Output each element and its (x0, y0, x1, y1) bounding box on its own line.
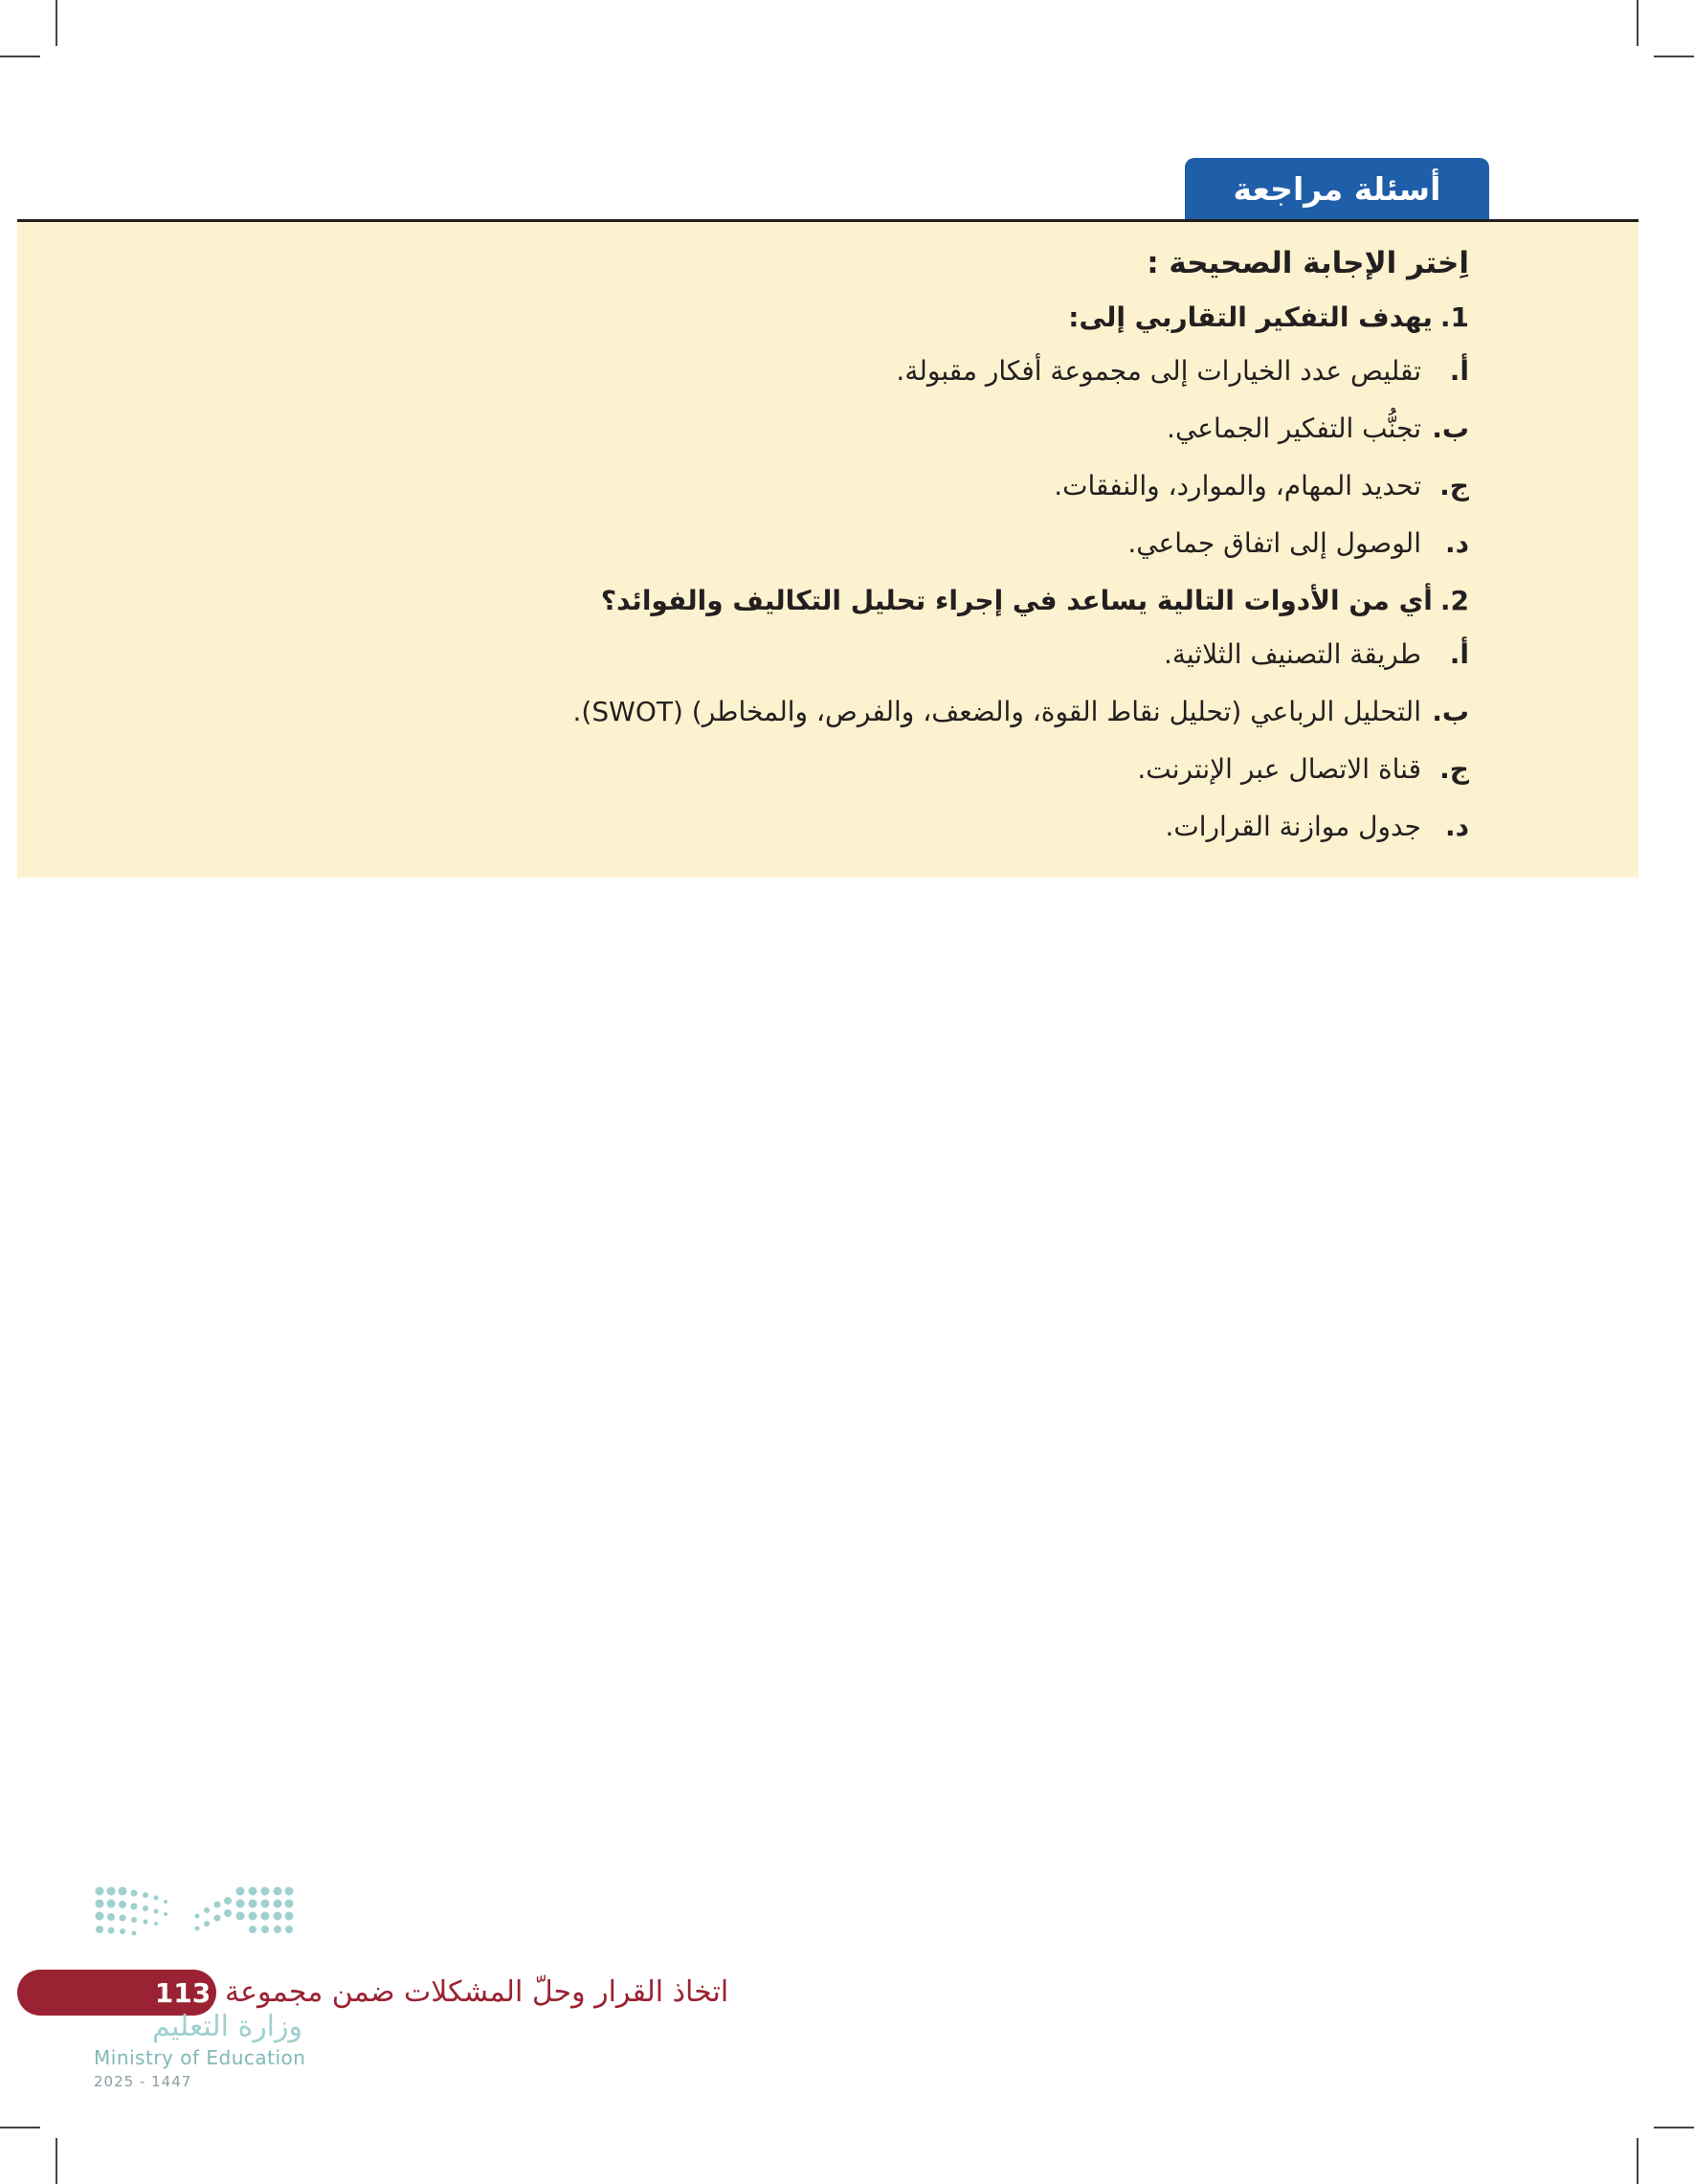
option-letter: د. (1444, 527, 1469, 559)
crop-mark (0, 2127, 40, 2128)
crop-mark (1637, 2138, 1638, 2184)
question-text: أي من الأدوات التالية يساعد في إجراء تحليل التكاليف والفوائد؟ (600, 585, 1433, 616)
crop-mark (56, 2138, 57, 2184)
option-text: طريقة التصنيف الثلاثية. (1163, 638, 1421, 670)
ministry-name-english: Ministry of Education (94, 2046, 306, 2069)
option-text: تقليص عدد الخيارات إلى مجموعة أفكار مقبولة. (896, 355, 1421, 387)
page-number-bar (17, 1970, 216, 2016)
option-text: التحليل الرباعي (تحليل نقاط القوة، والضعف، والفرص، والمخاطر) (SWOT). (572, 696, 1421, 727)
option-letter: ب. (1432, 412, 1469, 444)
instruction-heading: اِختر الإجابة الصحيحة : (1147, 246, 1469, 280)
question-text: يهدف التفكير التقاربي إلى: (1068, 301, 1433, 333)
question-2 (225, 583, 1469, 619)
option-text: الوصول إلى اتفاق جماعي. (1127, 527, 1421, 559)
question-2-options (225, 636, 1469, 845)
option-letter: ب. (1432, 696, 1469, 727)
crop-mark (56, 0, 57, 46)
option-item[interactable] (225, 809, 1469, 845)
option-letter: ج. (1439, 753, 1469, 785)
crop-mark (1654, 2127, 1694, 2128)
option-letter: ج. (1439, 470, 1469, 501)
section-tab: أسئلة مراجعة (1185, 158, 1489, 219)
question-number: 1. (1439, 301, 1469, 333)
question-1 (225, 300, 1469, 336)
option-item[interactable] (225, 353, 1469, 390)
option-item[interactable] (225, 636, 1469, 673)
option-item[interactable] (225, 468, 1469, 504)
option-text: تحديد المهام، والموارد، والنفقات. (1054, 470, 1421, 501)
option-item[interactable] (225, 411, 1469, 447)
option-item[interactable] (225, 525, 1469, 562)
question-number: 2. (1439, 585, 1469, 616)
option-letter: د. (1444, 811, 1469, 842)
crop-mark (0, 56, 40, 57)
page-number: 113 (154, 1976, 212, 2009)
ministry-name-arabic: وزارة التعليم (151, 2010, 302, 2043)
chapter-title: اتخاذ القرار وحلّ المشكلات ضمن مجموعة (225, 1975, 729, 2009)
option-item[interactable] (225, 751, 1469, 788)
logo-year: 2025 - 1447 (94, 2073, 192, 2090)
option-text: جدول موازنة القرارات. (1165, 811, 1421, 842)
option-letter: أ. (1449, 355, 1469, 387)
question-1-options (225, 353, 1469, 562)
crop-mark (1654, 56, 1694, 57)
option-text: قناة الاتصال عبر الإنترنت. (1137, 753, 1421, 785)
option-letter: أ. (1449, 638, 1469, 670)
crop-mark (1637, 0, 1638, 46)
option-item[interactable] (225, 694, 1469, 730)
option-text: تجنُّب التفكير الجماعي. (1167, 412, 1421, 444)
review-questions (225, 244, 1469, 866)
